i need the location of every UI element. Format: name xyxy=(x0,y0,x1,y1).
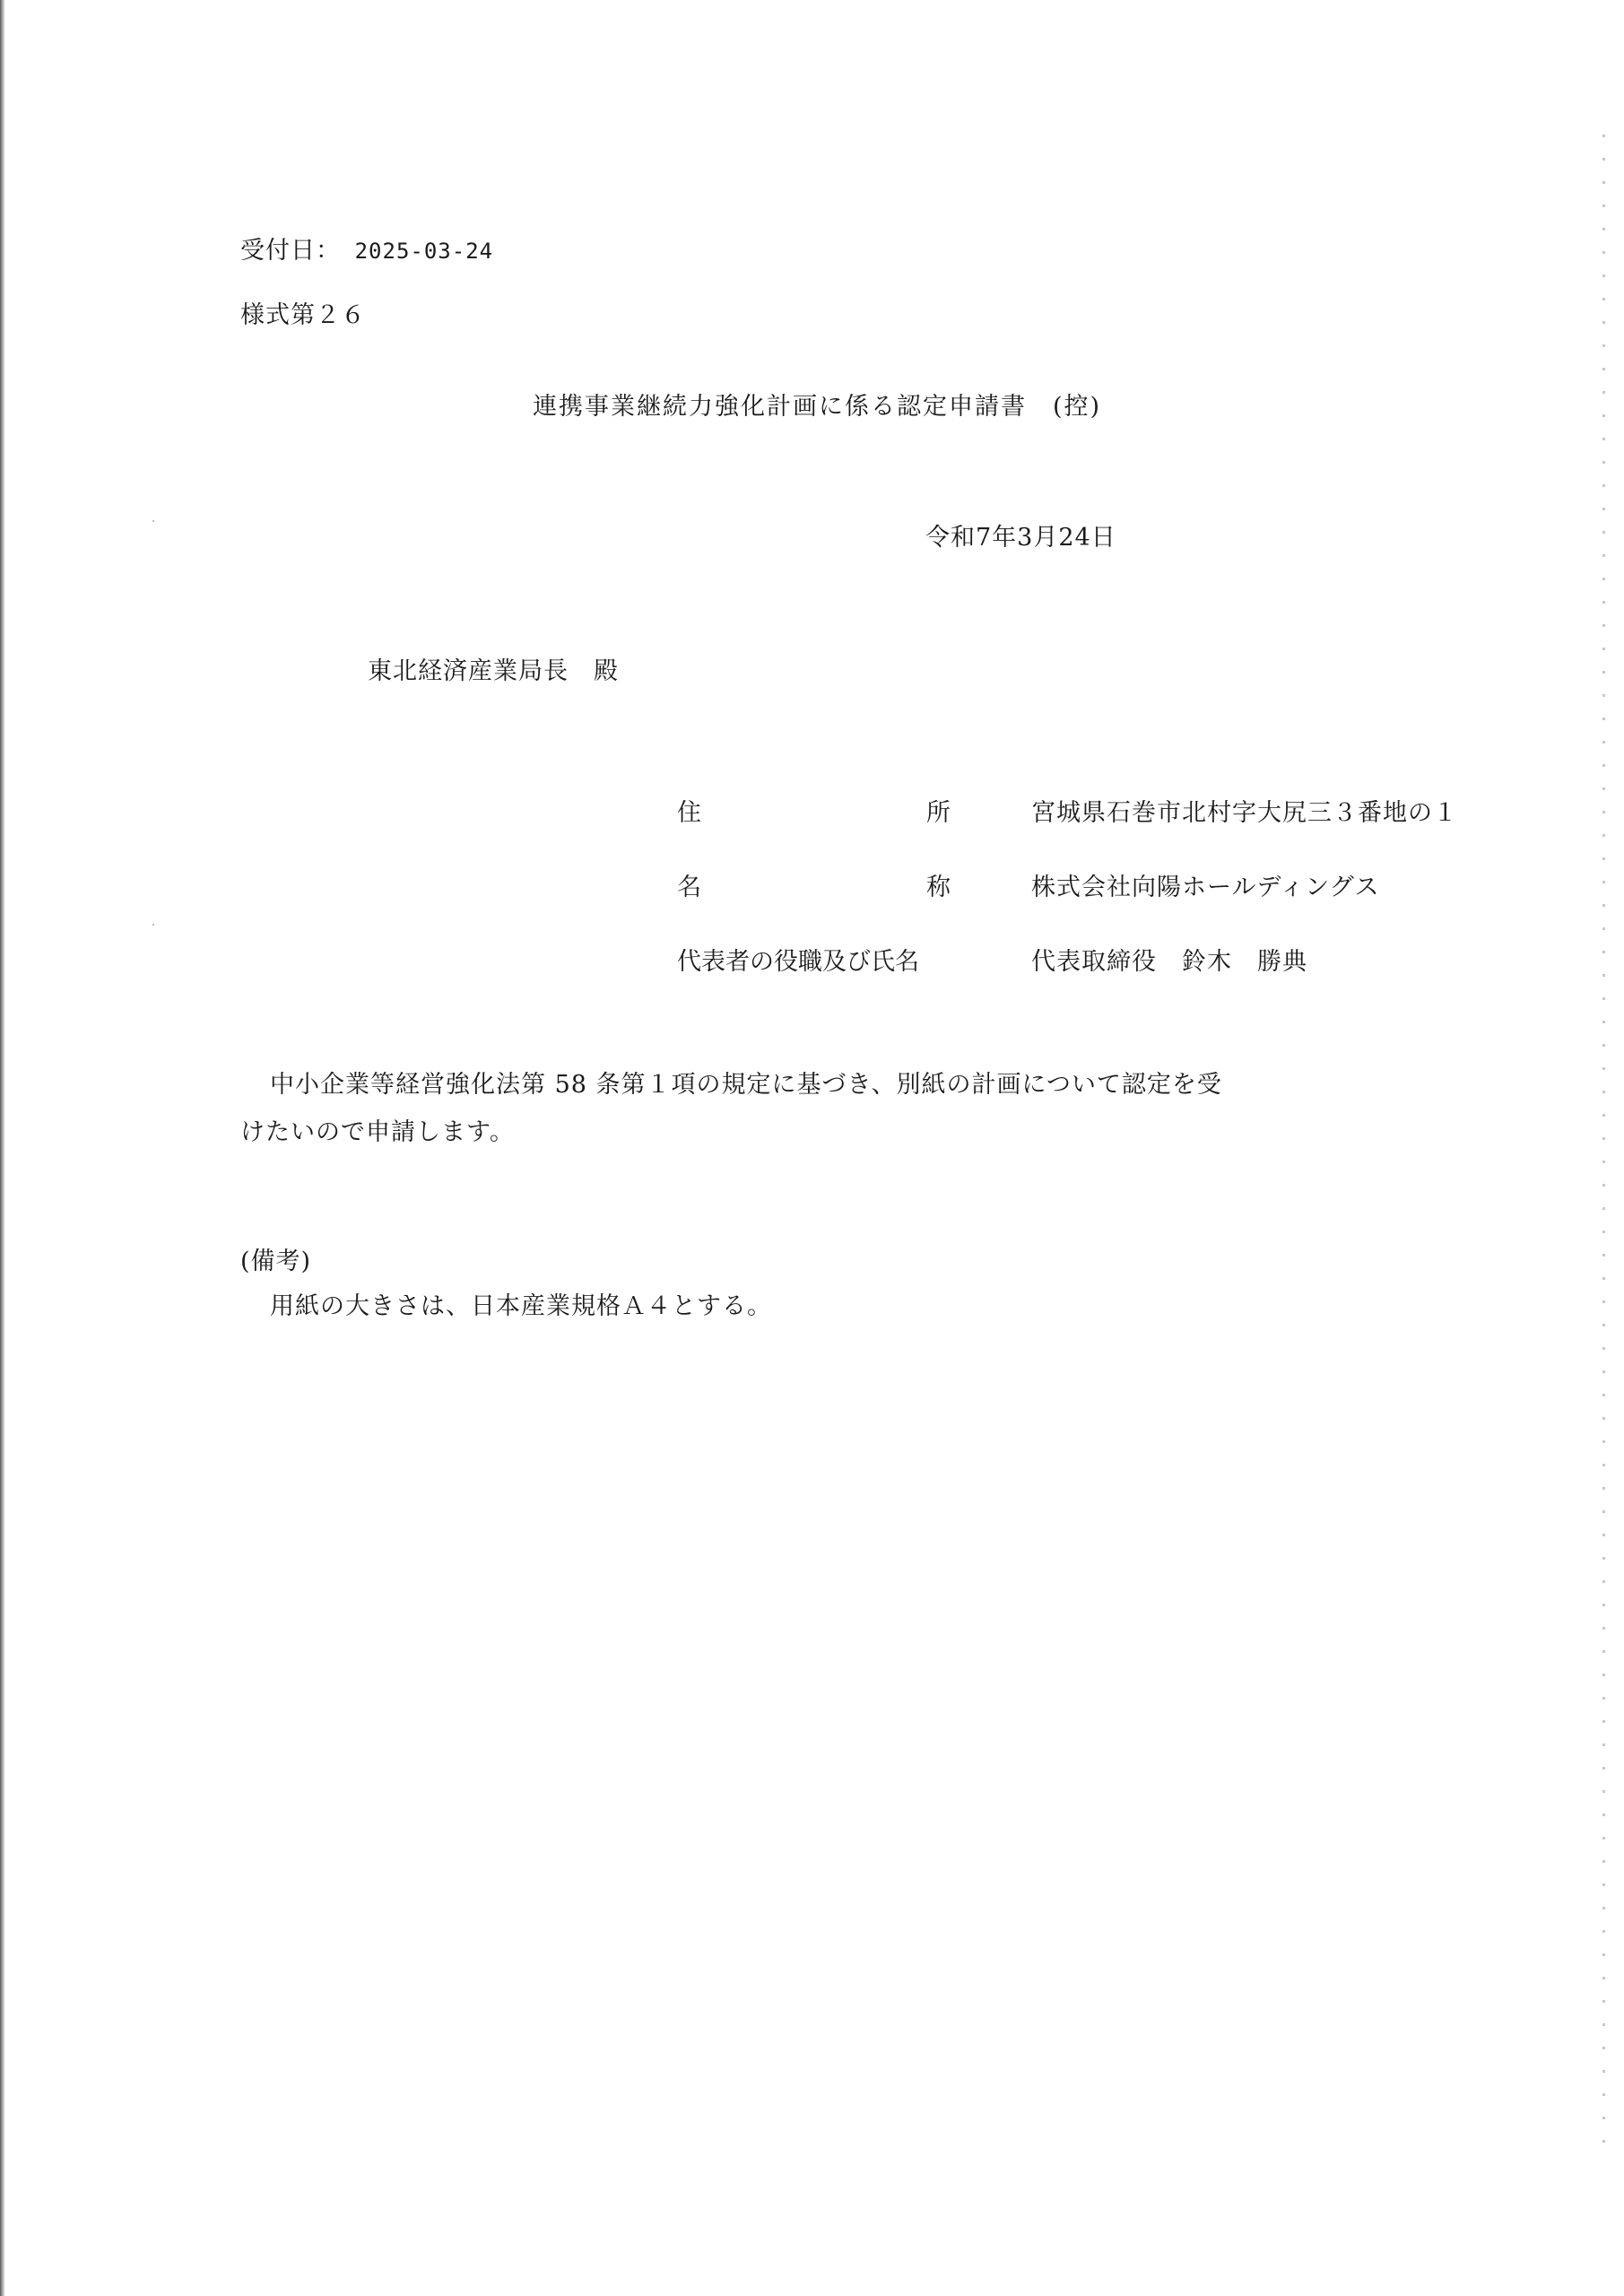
scan-right-dotted-line xyxy=(1602,135,1605,2152)
address-label xyxy=(677,801,951,825)
application-date: 令和7年3月24日 xyxy=(925,524,1116,552)
name-label-char-2: 称 xyxy=(926,874,951,901)
scan-speck xyxy=(152,520,154,522)
name-value: 株式会社向陽ホールディングス xyxy=(1031,874,1380,901)
statement-line-2: けたいので申請します。 xyxy=(240,1118,515,1146)
address-label-char-2: 所 xyxy=(926,799,951,827)
receipt-date: 2025-03-24 xyxy=(354,239,494,264)
address-label-char-1: 住 xyxy=(677,799,701,827)
document-title: 連携事業継続力強化計画に係る認定申請書 (控) xyxy=(533,393,1102,421)
receipt-label: 受付日： xyxy=(240,237,341,265)
name-label xyxy=(677,875,951,900)
representative-value: 代表取締役 鈴木 勝典 xyxy=(1031,948,1307,976)
name-label-char-1: 名 xyxy=(677,874,701,901)
representative-label: 代表者の役職及び氏名 xyxy=(677,948,919,976)
remarks-text: 用紙の大きさは、日本産業規格Ａ４とする。 xyxy=(270,1292,772,1320)
statement-line-1: 中小企業等経営強化法第 58 条第１項の規定に基づき、別紙の計画について認定を受 xyxy=(270,1071,1222,1099)
scan-left-edge xyxy=(0,0,4,2296)
receipt-line xyxy=(240,239,493,263)
application-statement xyxy=(240,1061,1343,1156)
scan-speck xyxy=(152,924,154,926)
addressee: 東北経済産業局長 殿 xyxy=(368,657,619,685)
address-value: 宮城県石巻市北村字大尻三３番地の１ xyxy=(1031,799,1458,827)
form-number: 様式第２６ xyxy=(240,301,366,329)
remarks-heading: (備考) xyxy=(240,1248,312,1275)
